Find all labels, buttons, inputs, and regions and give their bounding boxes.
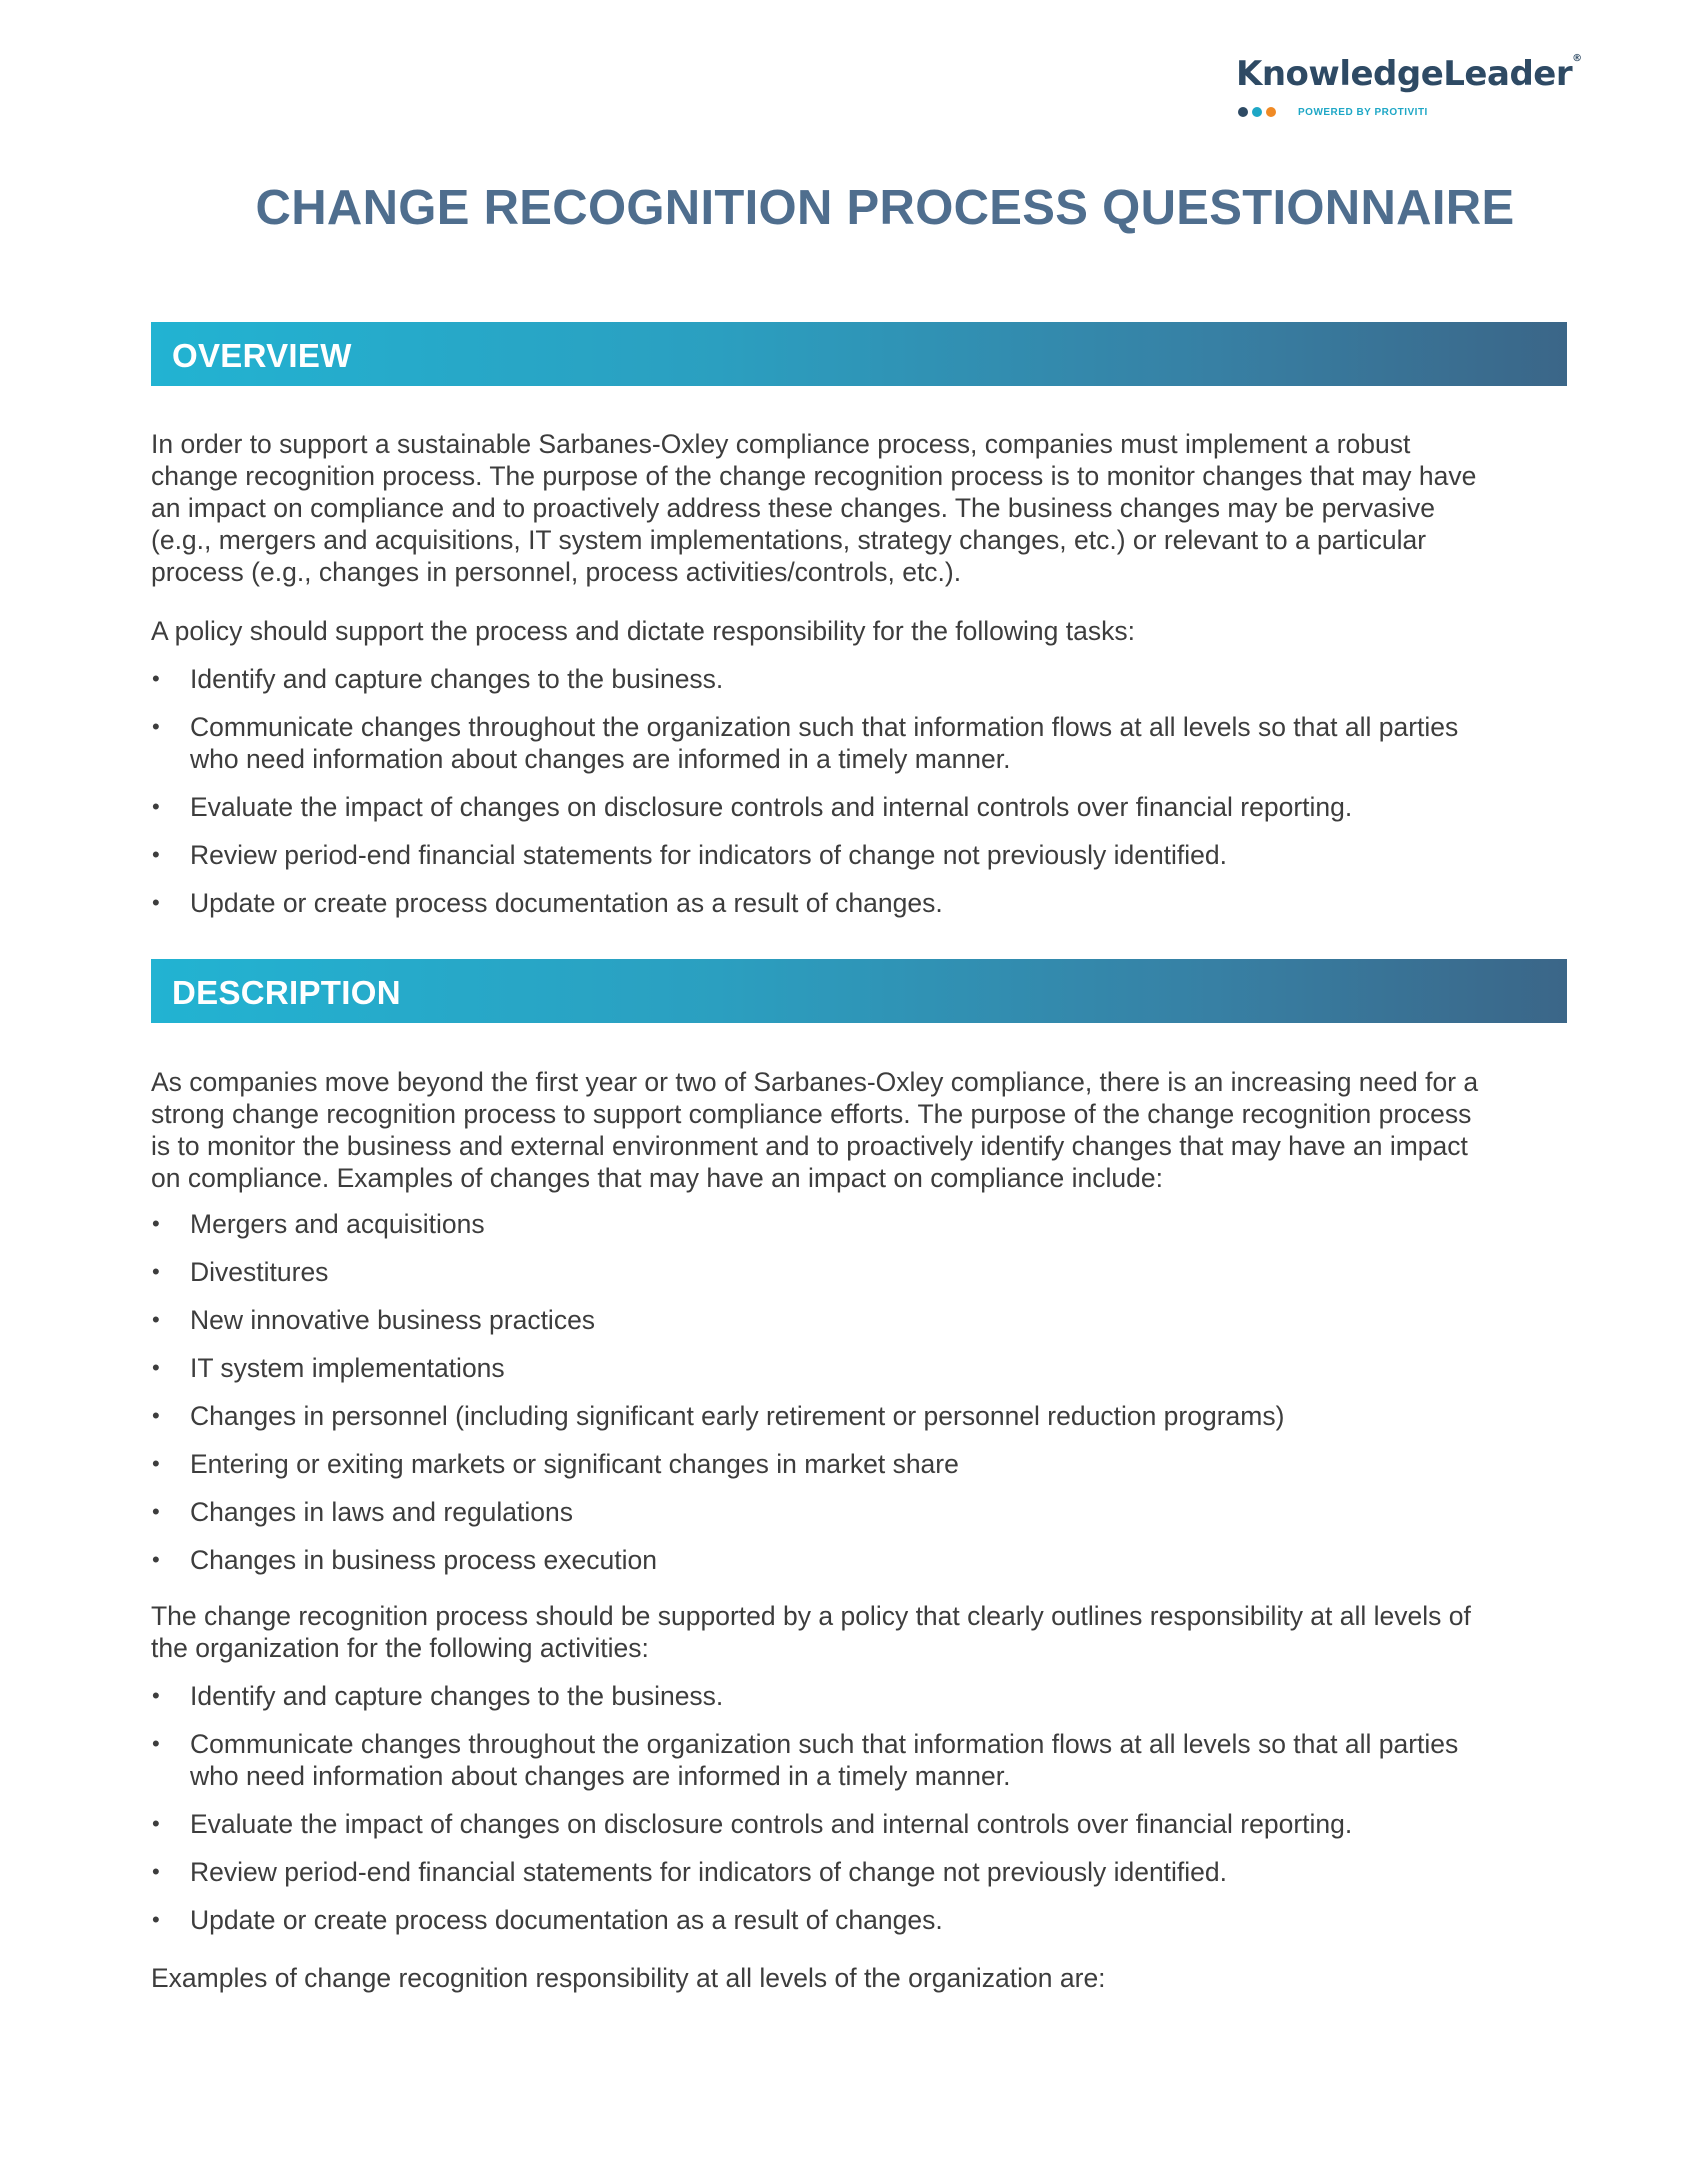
overview-intro-line: (e.g., mergers and acquisitions, IT system implementations, strategy changes, etc.) or relevant to a particular <box>151 525 1427 555</box>
description-intro-line: on compliance. Examples of changes that may have an impact on compliance include: <box>151 1163 1163 1193</box>
description-intro-line: strong change recognition process to support compliance efforts. The purpose of the change recognition process <box>151 1099 1472 1129</box>
overview-policy-lead <box>151 615 1571 647</box>
logo-tagline: POWERED BY PROTIVITI <box>1298 107 1428 118</box>
description-intro <box>151 1066 1571 1194</box>
description-activity-list-3 <box>151 1808 1571 1840</box>
description-intro-paragraph <box>151 1066 1571 1194</box>
document-title: CHANGE RECOGNITION PROCESS QUESTIONNAIRE <box>255 181 1515 235</box>
list-item <box>151 663 1571 695</box>
overview-intro-line: an impact on compliance and to proactively address these changes. The business changes may be pervasive <box>151 493 1436 523</box>
bullet-icon: • <box>152 1211 160 1236</box>
bullet-icon: • <box>152 1451 160 1476</box>
overview-section-header <box>151 322 1567 386</box>
logo-registered-mark: ® <box>1572 53 1582 64</box>
overview-task-list <box>151 663 1571 695</box>
description-intro-line: is to monitor the business and external environment and to proactively identify changes that may have an impact <box>151 1131 1468 1161</box>
description-intro-line: As companies move beyond the first year or two of Sarbanes-Oxley compliance, there is an increasing need for a <box>151 1067 1479 1097</box>
list-item-text: Changes in personnel (including significant early retirement or personnel reduction programs) <box>190 1401 1285 1431</box>
list-item-text: who need information about changes are informed in a timely manner. <box>190 1761 1011 1791</box>
bullet-icon: • <box>152 842 160 867</box>
overview-intro-line: In order to support a sustainable Sarbanes-Oxley compliance process, companies must implement a robust <box>151 429 1411 459</box>
logo-dots-icon <box>1238 107 1276 117</box>
list-item <box>151 887 1571 919</box>
overview-intro-line: change recognition process. The purpose of the change recognition process is to monitor changes that may have <box>151 461 1477 491</box>
list-item <box>151 1304 1571 1336</box>
description-activity-list-2 <box>151 1728 1571 1792</box>
bullet-icon: • <box>152 1731 160 1756</box>
list-item-text: Communicate changes throughout the organization such that information flows at all levels so that all parties <box>190 712 1459 742</box>
list-item-text: Identify and capture changes to the business. <box>190 664 724 694</box>
list-item-text: Changes in business process execution <box>190 1545 657 1575</box>
overview-task-list-5 <box>151 887 1571 919</box>
description-closing <box>151 1962 1571 1994</box>
logo-wordmark <box>1236 52 1582 96</box>
overview-intro-paragraph <box>151 428 1571 588</box>
list-item-text: who need information about changes are informed in a timely manner. <box>190 744 1011 774</box>
overview-task-list-4 <box>151 839 1571 871</box>
list-item <box>151 1680 1571 1712</box>
overview-policy-lead-text: A policy should support the process and dictate responsibility for the following tasks: <box>151 616 1135 646</box>
logo-dot-orange <box>1266 107 1276 117</box>
list-item <box>151 1256 1571 1288</box>
logo-name: KnowledgeLeader <box>1236 54 1573 94</box>
list-item <box>151 1856 1571 1888</box>
description-policy <box>151 1600 1571 1664</box>
description-activity-list-4 <box>151 1856 1571 1888</box>
description-closing-text: Examples of change recognition responsibility at all levels of the organization are: <box>151 1963 1106 1993</box>
bullet-icon: • <box>152 1499 160 1524</box>
bullet-icon: • <box>152 1907 160 1932</box>
list-item-text: IT system implementations <box>190 1353 505 1383</box>
list-item <box>151 1208 1571 1240</box>
list-item-text: Review period-end financial statements for indicators of change not previously identified. <box>190 1857 1228 1887</box>
description-section-header <box>151 959 1567 1023</box>
description-heading: DESCRIPTION <box>172 974 401 1011</box>
bullet-icon: • <box>152 1403 160 1428</box>
list-item-text: Update or create process documentation as a result of changes. <box>190 888 943 918</box>
list-item-text: Update or create process documentation as a result of changes. <box>190 1905 943 1935</box>
overview-task-list-2 <box>151 711 1571 775</box>
bullet-icon: • <box>152 794 160 819</box>
list-item <box>151 1352 1571 1384</box>
list-item-text: Review period-end financial statements for indicators of change not previously identified. <box>190 840 1228 870</box>
bullet-icon: • <box>152 1307 160 1332</box>
overview-heading: OVERVIEW <box>172 337 352 374</box>
list-item <box>151 711 1571 775</box>
list-item <box>151 1904 1571 1936</box>
description-policy-line: the organization for the following activities: <box>151 1633 649 1663</box>
bullet-icon: • <box>152 1683 160 1708</box>
bullet-icon: • <box>152 666 160 691</box>
list-item <box>151 1808 1571 1840</box>
list-item-text: Evaluate the impact of changes on disclosure controls and internal controls over financial reporting. <box>190 792 1353 822</box>
list-item-text: Communicate changes throughout the organization such that information flows at all levels so that all parties <box>190 1729 1459 1759</box>
overview-intro <box>151 428 1571 588</box>
description-policy-line: The change recognition process should be supported by a policy that clearly outlines responsibility at all levels of <box>151 1601 1471 1631</box>
list-item <box>151 1544 1571 1576</box>
bullet-icon: • <box>152 1259 160 1284</box>
overview-intro-line: process (e.g., changes in personnel, process activities/controls, etc.). <box>151 557 962 587</box>
list-item <box>151 1448 1571 1480</box>
logo-dot-teal <box>1252 107 1262 117</box>
bullet-icon: • <box>152 1859 160 1884</box>
logo-dot-dark <box>1238 107 1248 117</box>
list-item-text: Changes in laws and regulations <box>190 1497 574 1527</box>
description-policy-paragraph <box>151 1600 1571 1664</box>
list-item <box>151 1496 1571 1528</box>
list-item-text: Identify and capture changes to the business. <box>190 1681 724 1711</box>
list-item-text: Divestitures <box>190 1257 329 1287</box>
list-item-text: Evaluate the impact of changes on disclosure controls and internal controls over financial reporting. <box>190 1809 1353 1839</box>
list-item <box>151 839 1571 871</box>
description-activity-list-5 <box>151 1904 1571 1936</box>
list-item <box>151 791 1571 823</box>
list-item-text: New innovative business practices <box>190 1305 596 1335</box>
list-item-text: Mergers and acquisitions <box>190 1209 485 1239</box>
description-example-list <box>151 1208 1571 1576</box>
bullet-icon: • <box>152 1547 160 1572</box>
description-activity-list <box>151 1680 1571 1712</box>
list-item <box>151 1728 1571 1792</box>
list-item-text: Entering or exiting markets or significant changes in market share <box>190 1449 959 1479</box>
bullet-icon: • <box>152 890 160 915</box>
bullet-icon: • <box>152 1355 160 1380</box>
bullet-icon: • <box>152 1811 160 1836</box>
knowledgeleader-logo <box>1236 52 1582 132</box>
list-item <box>151 1400 1571 1432</box>
overview-task-list-3 <box>151 791 1571 823</box>
bullet-icon: • <box>152 714 160 739</box>
